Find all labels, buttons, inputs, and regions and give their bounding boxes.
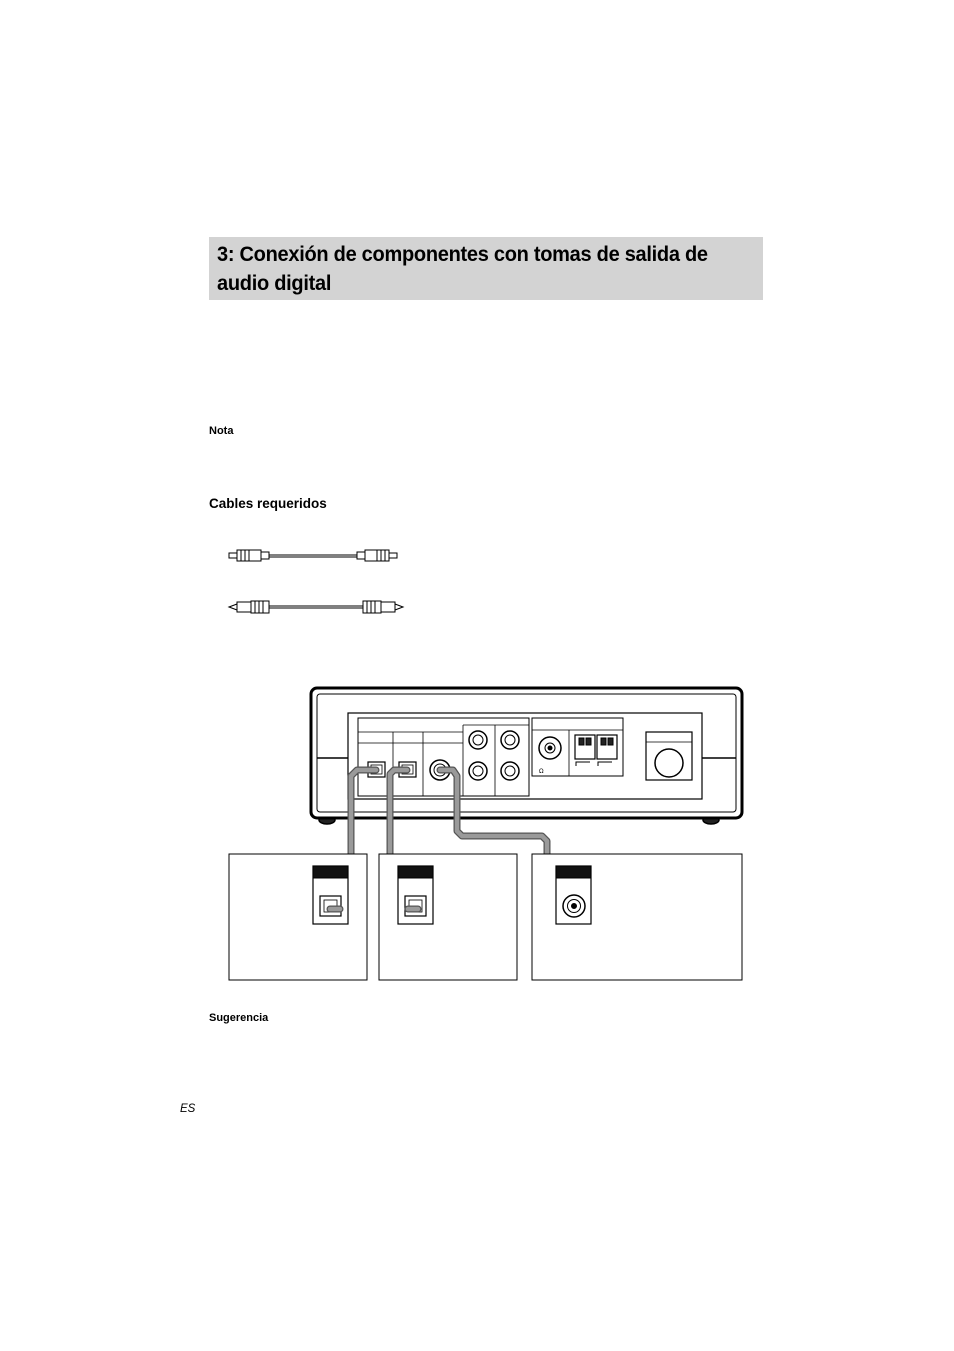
cables-heading: Cables requeridos [209, 496, 327, 511]
note-label: Nota [209, 425, 234, 437]
optical-cable-icon [229, 550, 397, 561]
page-marker: ES [180, 1103, 196, 1115]
receiver-unit [311, 688, 742, 824]
page-title: 3: Conexión de componentes con tomas de salida de audio digital [217, 242, 708, 295]
svg-text:Ω: Ω [539, 768, 544, 775]
source-component-3 [532, 854, 742, 980]
tip-label: Sugerencia [209, 1012, 269, 1024]
coaxial-cable-icon [229, 601, 403, 613]
source-component-2 [379, 854, 517, 980]
source-component-1 [229, 854, 367, 980]
